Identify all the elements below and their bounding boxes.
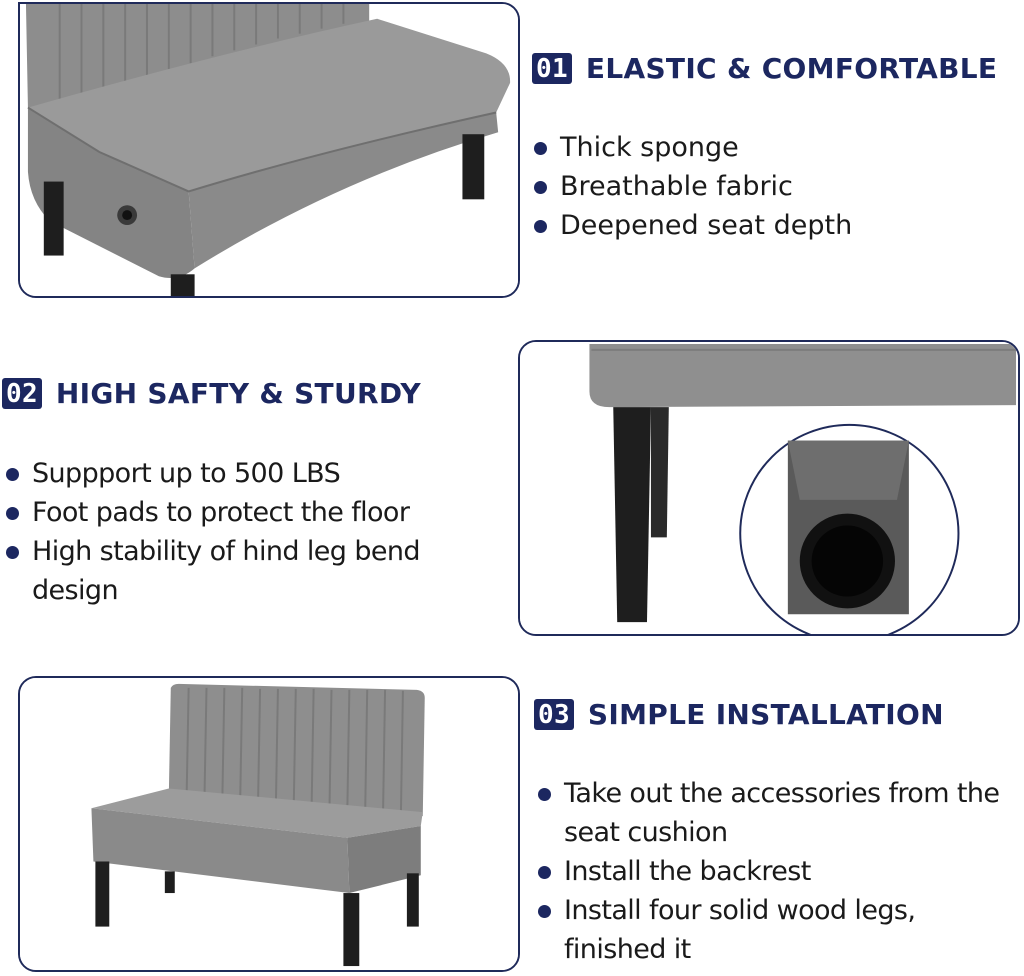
section-title: HIGH SAFTY & STURDY (55, 377, 421, 410)
feature-list-3 (534, 774, 1014, 969)
section-heading-2 (2, 377, 421, 410)
seat-closeup-image (18, 2, 520, 298)
list-item: Install four solid wood legs, finished it (534, 891, 1014, 969)
bullet-icon (534, 220, 547, 233)
section-number-badge: 03 (534, 699, 574, 730)
list-item: Breathable fabric (530, 167, 852, 206)
bullet-icon (6, 507, 19, 520)
leg-footpad-image (518, 340, 1020, 636)
feature-list-2 (2, 454, 502, 610)
list-item: Install the backrest (534, 852, 1014, 891)
bullet-icon (538, 788, 551, 801)
list-item: Suppport up to 500 LBS (2, 454, 502, 493)
section-number-badge: 02 (2, 378, 42, 409)
bullet-icon (534, 181, 547, 194)
section-number-badge: 01 (532, 53, 572, 84)
bullet-icon (6, 546, 19, 559)
section-title: SIMPLE INSTALLATION (587, 698, 944, 731)
bullet-icon (534, 142, 547, 155)
bullet-icon (538, 866, 551, 879)
list-item: High stability of hind leg bend design (2, 532, 502, 610)
section-title: ELASTIC & COMFORTABLE (585, 52, 998, 85)
full-loveseat-image (18, 676, 520, 972)
list-item: Foot pads to protect the floor (2, 493, 502, 532)
bullet-icon (6, 468, 19, 481)
list-item: Take out the accessories from the seat cushion (534, 774, 1014, 852)
list-item: Deepened seat depth (530, 206, 852, 245)
list-item: Thick sponge (530, 128, 852, 167)
section-heading-3 (534, 698, 944, 731)
feature-list-1 (530, 128, 852, 245)
section-heading-1 (532, 52, 997, 85)
bullet-icon (538, 905, 551, 918)
